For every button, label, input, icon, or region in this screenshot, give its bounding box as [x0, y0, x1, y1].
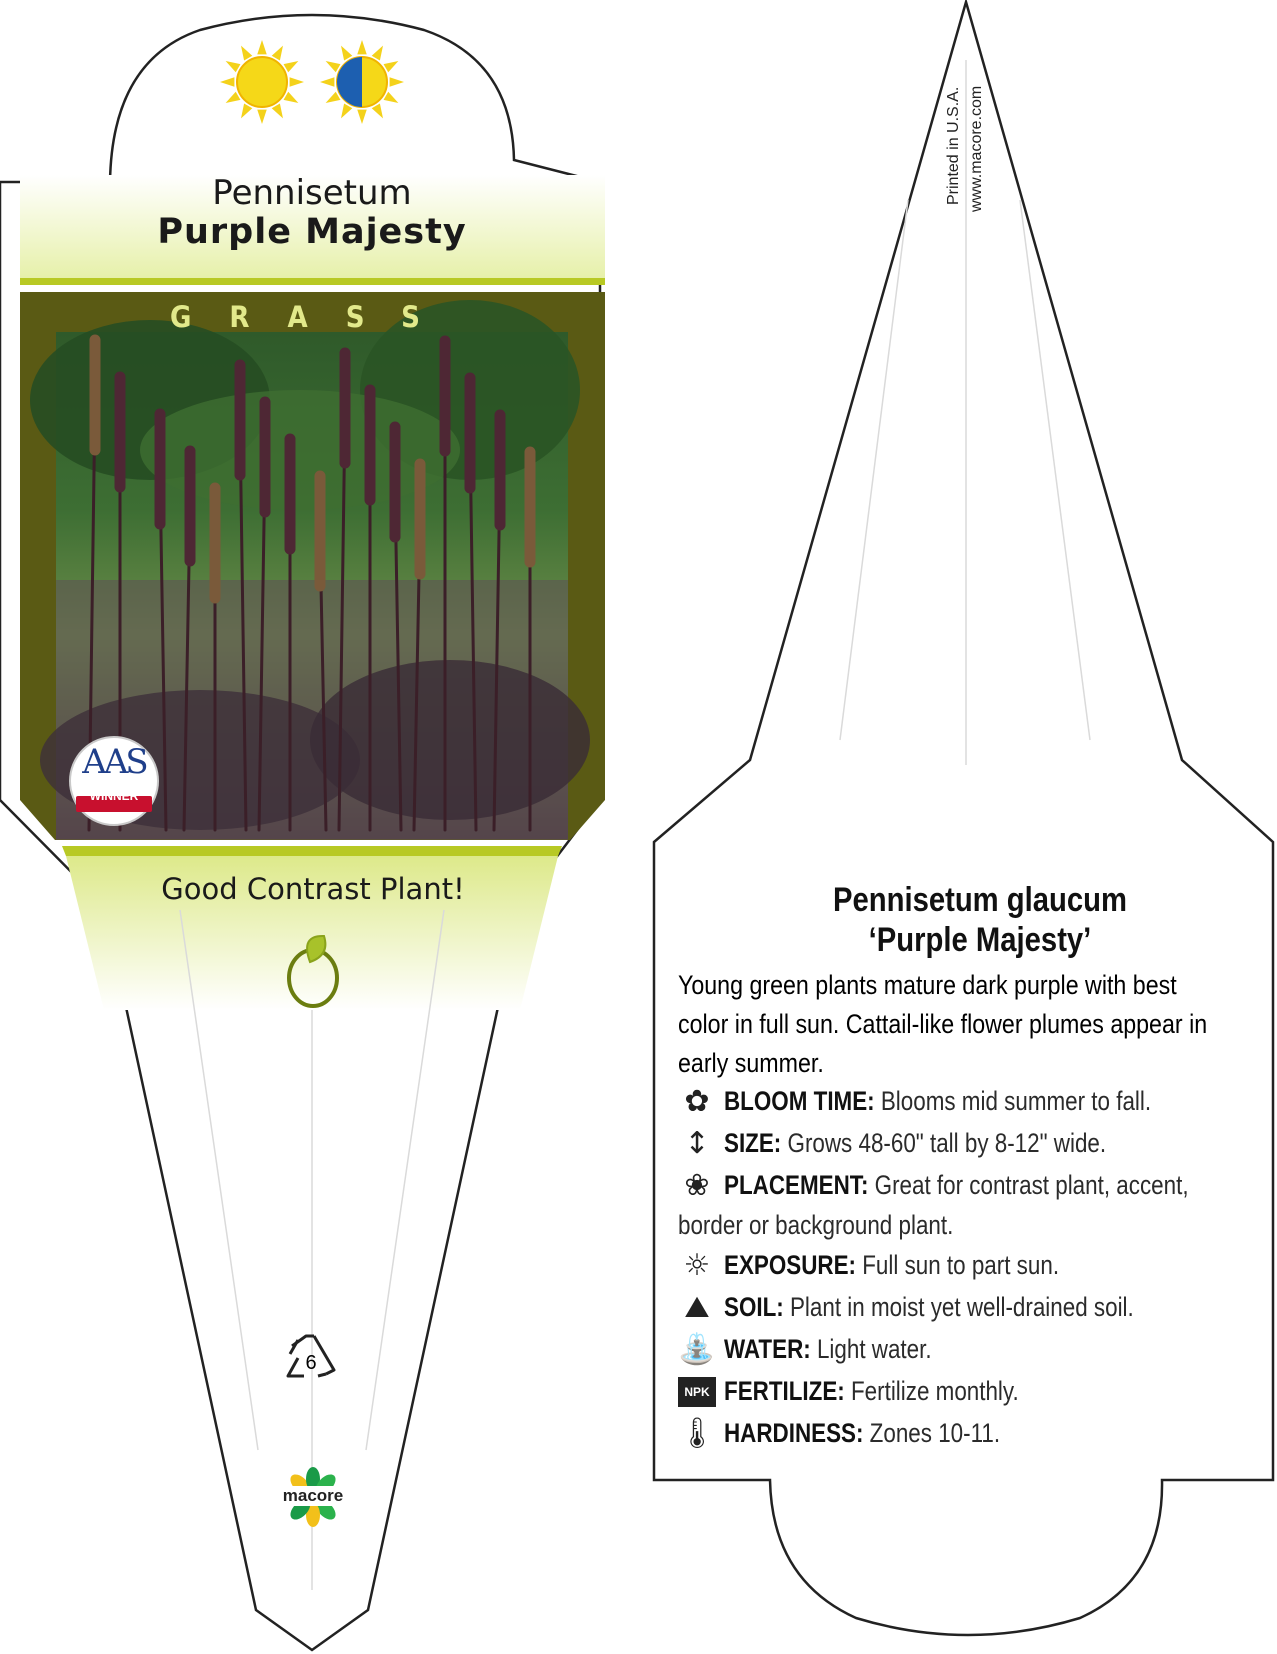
attribute-row [724, 1330, 932, 1369]
aas-badge-text [70, 742, 158, 804]
watering-can-icon: ⛲ [678, 1332, 716, 1367]
website: www.macore.com [968, 85, 985, 212]
aas-badge-top: AAS [82, 742, 146, 782]
category-label: GRASS [170, 300, 458, 334]
attribute-row [724, 1246, 1059, 1285]
attribute-row [724, 1124, 1106, 1163]
attribute-value: Zones 10-11. [863, 1418, 1001, 1448]
attribute-label: SIZE: [724, 1128, 782, 1158]
variety-name: Purple Majesty [157, 212, 467, 252]
attribute-label: FERTILIZE: [724, 1376, 845, 1406]
tagline: Good Contrast Plant! [161, 872, 465, 906]
common-name: Pennisetum [212, 173, 412, 213]
attribute-label: BLOOM TIME: [724, 1086, 875, 1116]
recycle-code: 6 [305, 1352, 317, 1374]
attribute-value: Fertilize monthly. [844, 1376, 1019, 1406]
attribute-row [724, 1372, 1019, 1411]
npk-icon: NPK [678, 1377, 716, 1407]
attribute-value: Plant in moist yet well-drained soil. [783, 1292, 1134, 1322]
soil-icon: ⛰ [684, 1290, 710, 1325]
attribute-label: PLACEMENT: [724, 1170, 869, 1200]
placement-icon: ❀ [684, 1168, 710, 1203]
attribute-value: Light water. [810, 1334, 932, 1364]
attribute-value: Grows 48-60" tall by 8-12" wide. [781, 1128, 1107, 1158]
botanical-name: Pennisetum glaucum [832, 881, 1128, 919]
attribute-value-continued: border or background plant. [678, 1210, 954, 1240]
attribute-label: EXPOSURE: [724, 1250, 857, 1280]
size-icon: ↕ [684, 1126, 710, 1161]
attribute-row [724, 1414, 1000, 1453]
attribute-row [724, 1288, 1134, 1327]
aas-badge-bottom: WINNER [89, 789, 139, 803]
cultivar-name: ‘Purple Majesty’ [868, 921, 1092, 959]
attribute-value: Blooms mid summer to fall. [874, 1086, 1152, 1116]
thermometer-icon: 🌡 [678, 1416, 717, 1451]
description [678, 966, 1228, 1083]
attribute-value: Full sun to part sun. [856, 1250, 1060, 1280]
back-title [739, 880, 1221, 960]
attribute-label: SOIL: [724, 1292, 784, 1322]
print-note: Printed in U.S.A. [945, 86, 962, 205]
sun-icon: ☼ [683, 1248, 711, 1283]
attribute-label: HARDINESS: [724, 1418, 864, 1448]
attribute-label: WATER: [724, 1334, 811, 1364]
flower-icon: ✿ [684, 1084, 710, 1119]
description-text: Young green plants mature dark purple with best color in full sun. Cattail-like flower plumes appear in early summer. [678, 970, 1208, 1078]
attribute-row [724, 1082, 1151, 1121]
attribute-value: Great for contrast plant, accent, [868, 1170, 1189, 1200]
attribute-row [724, 1166, 1189, 1205]
brand-name: macore [282, 1486, 344, 1505]
